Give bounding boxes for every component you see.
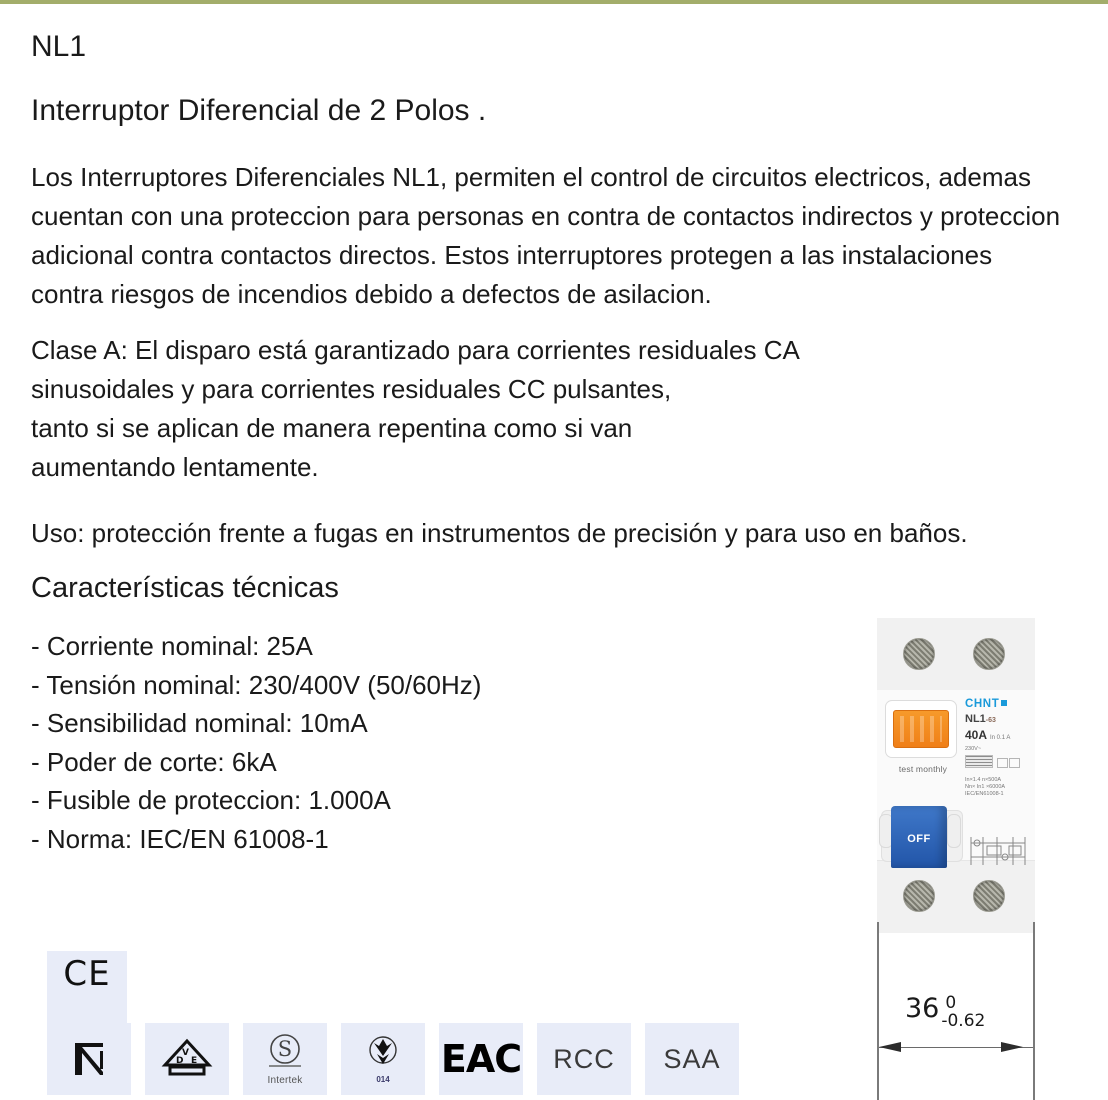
badge-ccc bbox=[341, 1023, 425, 1095]
standards-line-2: Nn× In1 ×6000A bbox=[965, 784, 1006, 790]
dimension-arrow-right bbox=[1001, 1042, 1023, 1052]
spec-item: - Tensión nominal: 230/400V (50/60Hz) bbox=[31, 669, 482, 700]
intertek-s-icon bbox=[264, 1032, 306, 1074]
certification-badges-row-1 bbox=[47, 951, 767, 1023]
svg-text:S: S bbox=[277, 1037, 293, 1061]
terminal-screw-top-right bbox=[973, 638, 1005, 670]
rcc-text-icon: RCC bbox=[553, 1043, 615, 1074]
dimension-drawing bbox=[869, 922, 1045, 1100]
kema-arrow-icon bbox=[364, 1034, 402, 1072]
spec-item: - Sensibilidad nominal: 10mA bbox=[31, 708, 368, 738]
model-suffix: -63 bbox=[985, 717, 996, 724]
svg-text:D: D bbox=[176, 1056, 184, 1066]
current-rating bbox=[965, 728, 1031, 746]
paragraph-intro: Los Interruptores Diferenciales NL1, permiten el control de circuitos electricos, ademas cuentan con una proteccion para personas en contra de contactos indirectos y proteccion adicional contra contactos directos. Estos interruptores protegen a las instalaciones contra riesgos de incendios debido a defectos de asilacion. bbox=[31, 162, 1061, 309]
certification-badges-row-2 bbox=[47, 1023, 767, 1095]
paragraph-uso: Uso: protección frente a fugas en instrumentos de precisión y para uso en baños. bbox=[31, 518, 968, 548]
brand-text: CHNT bbox=[965, 698, 1000, 710]
ce-mark-icon: CE bbox=[63, 954, 111, 994]
standards-line-1: In×1.4 n×500A bbox=[965, 777, 1002, 783]
page-title: NL1 bbox=[31, 30, 87, 63]
badge-nemko bbox=[47, 1023, 131, 1095]
badge-vde bbox=[145, 1023, 229, 1095]
spec-item: - Fusible de proteccion: 1.000A bbox=[31, 785, 391, 815]
standards-line-3: IEC/EN61008-1 bbox=[965, 791, 1004, 797]
svg-text:E: E bbox=[191, 1056, 198, 1066]
standards-notes bbox=[965, 777, 1031, 798]
label-graphics bbox=[965, 753, 1031, 773]
spec-item: - Corriente nominal: 25A bbox=[31, 631, 313, 661]
tolerance-upper: 0 bbox=[945, 993, 957, 1013]
dimension-annotation bbox=[905, 994, 985, 1030]
clase-a-line-1: Clase A: El disparo está garantizado para corrientes residuales CA bbox=[31, 335, 800, 365]
vde-triangle-icon bbox=[161, 1038, 213, 1080]
brand-name bbox=[965, 698, 1031, 711]
badge-intertek bbox=[243, 1023, 327, 1095]
certification-badges bbox=[47, 951, 767, 1095]
clase-a-line-2: sinusoidales y para corrientes residuales CC pulsantes, bbox=[31, 374, 672, 404]
tech-specs-heading: Características técnicas bbox=[31, 572, 339, 604]
eac-mark-icon: EAC bbox=[440, 1037, 522, 1081]
intertek-caption: Intertek bbox=[267, 1075, 303, 1086]
extension-line-right bbox=[1033, 922, 1035, 1100]
clase-a-line-3: tanto si se aplican de manera repentina como si van bbox=[31, 413, 633, 443]
test-button bbox=[893, 710, 949, 748]
dimension-arrow-left bbox=[879, 1042, 901, 1052]
badge-eac bbox=[439, 1023, 523, 1095]
voltage-note: 230V~ bbox=[965, 746, 982, 752]
terminal-screw-bottom-left bbox=[903, 880, 935, 912]
brand-dot-icon bbox=[1001, 700, 1007, 706]
page-subtitle: Interruptor Diferencial de 2 Polos . bbox=[31, 94, 487, 127]
ccc-caption: 014 bbox=[376, 1075, 390, 1084]
dimension-tolerance bbox=[941, 993, 986, 1031]
spec-item: - Norma: IEC/EN 61008-1 bbox=[31, 823, 329, 854]
wiring-diagram-icon bbox=[967, 833, 1029, 869]
badge-ce bbox=[47, 951, 127, 1023]
product-image bbox=[869, 618, 1045, 1100]
terminal-screw-top-left bbox=[903, 638, 935, 670]
test-button-label: test monthly bbox=[898, 764, 948, 774]
terminal-screw-bottom-right bbox=[973, 880, 1005, 912]
rating-text: 40A bbox=[965, 728, 988, 742]
breaker-label bbox=[965, 698, 1031, 798]
badge-saa bbox=[645, 1023, 739, 1095]
extension-line-left bbox=[877, 922, 879, 1100]
dimension-value: 36 bbox=[905, 993, 940, 1024]
clase-a-line-4: aumentando lentamente. bbox=[31, 452, 319, 482]
paragraph-clase-a bbox=[31, 331, 1066, 487]
nemko-n-icon bbox=[69, 1039, 109, 1079]
model-name bbox=[965, 712, 1031, 728]
toggle-switch bbox=[891, 806, 947, 868]
spec-item: - Poder de corte: 6kA bbox=[31, 746, 277, 777]
barcode-strip-icon bbox=[965, 755, 993, 768]
breaker-device bbox=[877, 618, 1035, 932]
svg-text:V: V bbox=[182, 1048, 189, 1058]
saa-text-icon: SAA bbox=[663, 1043, 721, 1074]
toggle-guard-right bbox=[947, 814, 961, 848]
rating-note: In 0.1 A bbox=[990, 735, 1011, 741]
document-page bbox=[0, 4, 1108, 1096]
breaker-top-section bbox=[877, 618, 1035, 691]
toggle-state-label: OFF bbox=[907, 833, 931, 845]
symbol-boxes-icon bbox=[996, 755, 1020, 773]
badge-rcc bbox=[537, 1023, 631, 1095]
tolerance-lower: -0.62 bbox=[941, 1011, 986, 1031]
model-text: NL1 bbox=[965, 713, 986, 725]
